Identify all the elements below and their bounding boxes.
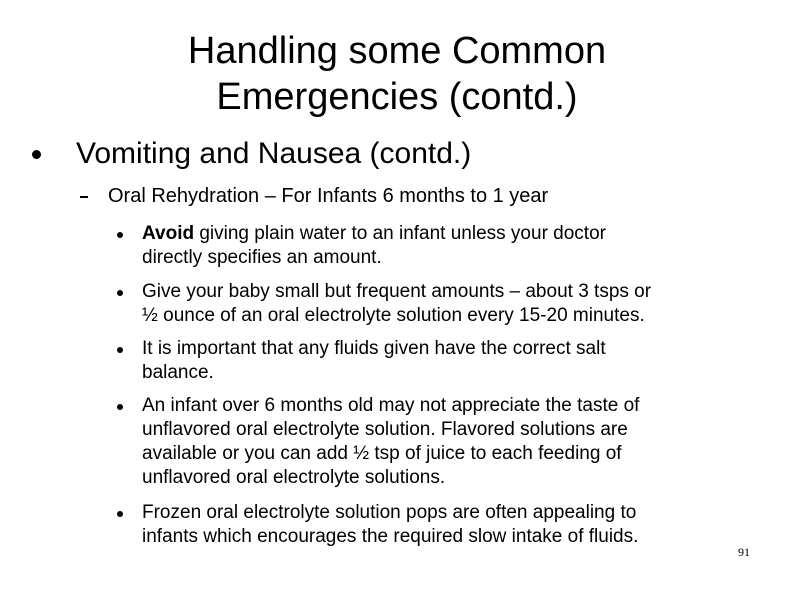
text-line: available or you can add ½ tsp of juice to each feeding of (142, 443, 622, 464)
text-line: directly specifies an amount. (142, 247, 382, 268)
list-item-text (142, 337, 742, 385)
text-line: infants which encourages the required slow intake of fluids. (142, 526, 639, 547)
text-line: Give your baby small but frequent amounts – about 3 tsps or (142, 281, 652, 302)
title-line-2: Emergencies (contd.) (216, 76, 578, 118)
text-line: balance. (142, 362, 214, 383)
list-item-text (142, 501, 742, 549)
text-line: It is important that any fluids given have the correct salt (142, 338, 606, 359)
list-item-text (142, 222, 742, 270)
slide-title (97, 28, 697, 120)
text-line: unflavored oral electrolyte solutions. (142, 467, 446, 488)
round-bullet-icon (117, 232, 123, 238)
emphasis-text: Avoid (142, 223, 195, 244)
level2-text: Oral Rehydration – For Infants 6 months to 1 year (108, 185, 549, 207)
title-line-1: Handling some Common (187, 30, 607, 72)
list-item-text (142, 280, 742, 328)
text-line: Frozen oral electrolyte solution pops are often appealing to (142, 502, 637, 523)
round-bullet-icon (117, 290, 123, 296)
text-run: giving plain water to an infant unless your doctor (194, 223, 606, 244)
list-item-text (142, 394, 742, 490)
round-bullet-icon (117, 404, 123, 410)
round-bullet-icon (32, 150, 41, 159)
text-line: ½ ounce of an oral electrolyte solution every 15-20 minutes. (142, 305, 645, 326)
text-line: unflavored oral electrolyte solution. Flavored solutions are (142, 419, 628, 440)
round-bullet-icon (117, 511, 123, 517)
round-bullet-icon (117, 347, 123, 353)
level1-text: Vomiting and Nausea (contd.) (76, 137, 472, 170)
dash-bullet-icon (80, 196, 88, 198)
page-number: 91 (738, 545, 750, 559)
text-line: An infant over 6 months old may not appreciate the taste of (142, 395, 640, 416)
text-line (142, 222, 742, 246)
